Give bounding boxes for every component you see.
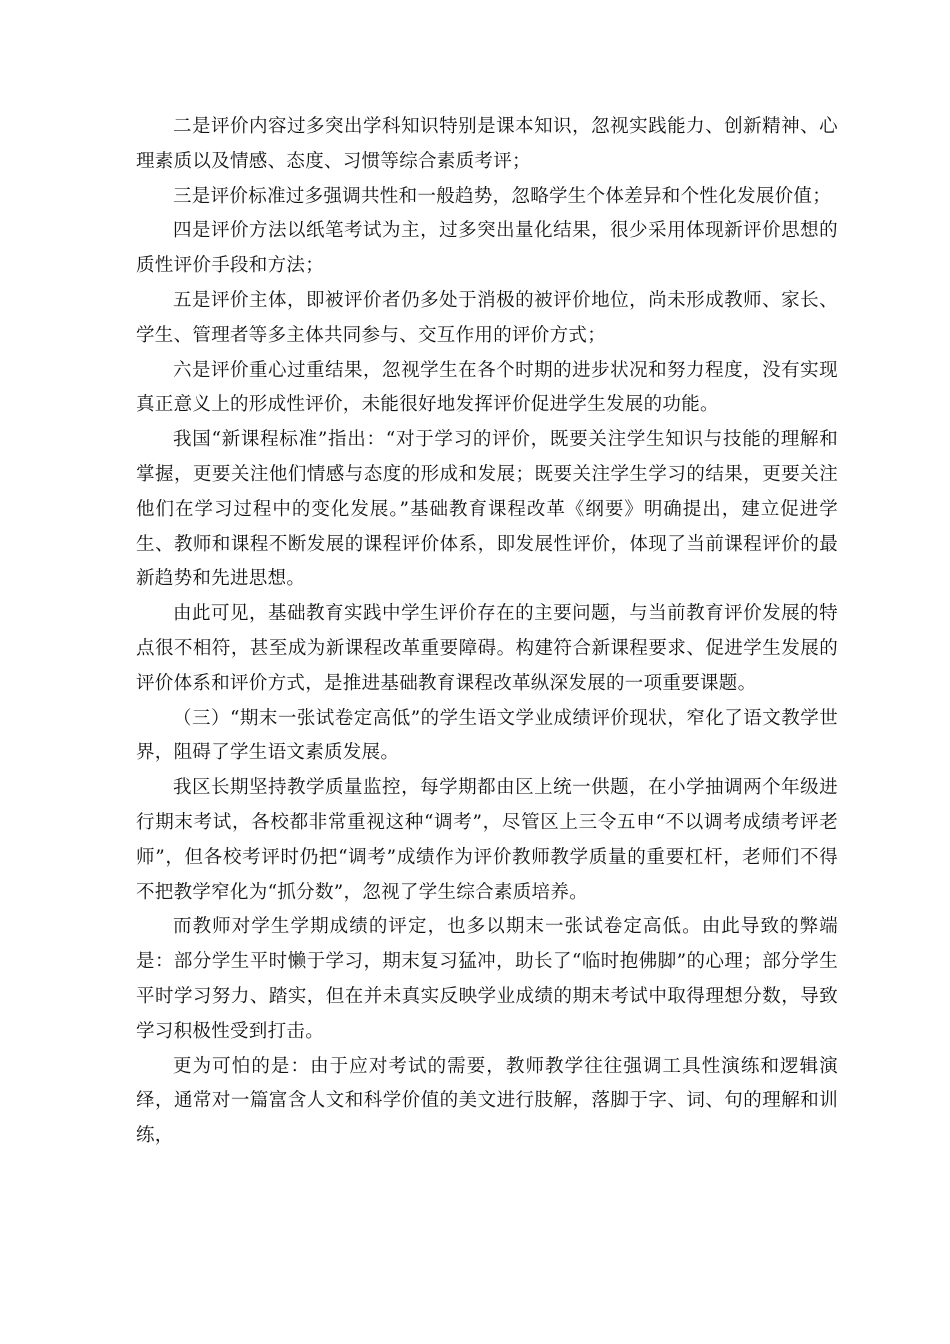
- section-heading-three: （三）“期末一张试卷定高低”的学生语文学业成绩评价现状，窄化了语文教学世界，阻碍了学生语文素质发展。: [136, 707, 838, 764]
- paragraph-evaluation-standard: 三是评价标准过多强调共性和一般趋势，忽略学生个体差异和个性化发展价值；: [173, 185, 832, 207]
- paragraph-evaluation-method: 四是评价方法以纸笔考试为主，过多突出量化结果，很少采用体现新评价思想的质性评价手段和方法；: [136, 220, 838, 277]
- paragraph-exam-oriented-teaching: 更为可怕的是：由于应对考试的需要，教师教学往往强调工具性演练和逻辑演绎，通常对一篇富含人文和科学价值的美文进行肢解，落脚于字、词、句的理解和训练，: [136, 1055, 838, 1147]
- paragraph-semester-grading: 而教师对学生学期成绩的评定，也多以期末一张试卷定高低。由此导致的弊端是：部分学生平时懒于学习，期末复习猛冲，助长了“临时抱佛脚”的心理；部分学生平时学习努力、踏实，但在并未真实反映学业成绩的期末考试中取得理想分数，导致学习积极性受到打击。: [136, 916, 838, 1042]
- paragraph-district-exams: 我区长期坚持教学质量监控，每学期都由区上统一供题，在小学抽调两个年级进行期末考试，各校都非常重视这种“调考”，尽管区上三令五申“不以调考成绩考评老师”，但各校考评时仍把“调考”成绩作为评价教师教学质量的重要杠杆，老师们不得不把教学窄化为“抓分数”，忽视了学生综合素质培养。: [136, 777, 838, 903]
- paragraph-evaluation-focus: 六是评价重心过重结果，忽视学生在各个时期的进步状况和努力程度，没有实现真正意义上的形成性评价，未能很好地发挥评价促进学生发展的功能。: [136, 359, 838, 416]
- paragraph-evaluation-content: 二是评价内容过多突出学科知识特别是课本知识，忽视实践能力、创新精神、心理素质以及情感、态度、习惯等综合素质考评；: [136, 116, 838, 172]
- paragraph-new-curriculum-standard: 我国“新课程标准”指出：“对于学习的评价，既要关注学生知识与技能的理解和掌握，更要关注他们情感与态度的形成和发展；既要关注学生学习的结果，更要关注他们在学习过程中的变化发展。”基础教育课程改革《纲要》明确提出，建立促进学生、教师和课程不断发展的课程评价体系，即发展性评价，体现了当前课程评价的最新趋势和先进思想。: [136, 429, 838, 590]
- paragraph-evaluation-subject: 五是评价主体，即被评价者仍多处于消极的被评价地位，尚未形成教师、家长、学生、管理者等多主体共同参与、交互作用的评价方式；: [136, 289, 838, 346]
- paragraph-conclusion: 由此可见，基础教育实践中学生评价存在的主要问题，与当前教育评价发展的特点很不相符，甚至成为新课程改革重要障碍。构建符合新课程要求、促进学生发展的评价体系和评价方式，是推进基础教育课程改革纵深发展的一项重要课题。: [136, 603, 838, 694]
